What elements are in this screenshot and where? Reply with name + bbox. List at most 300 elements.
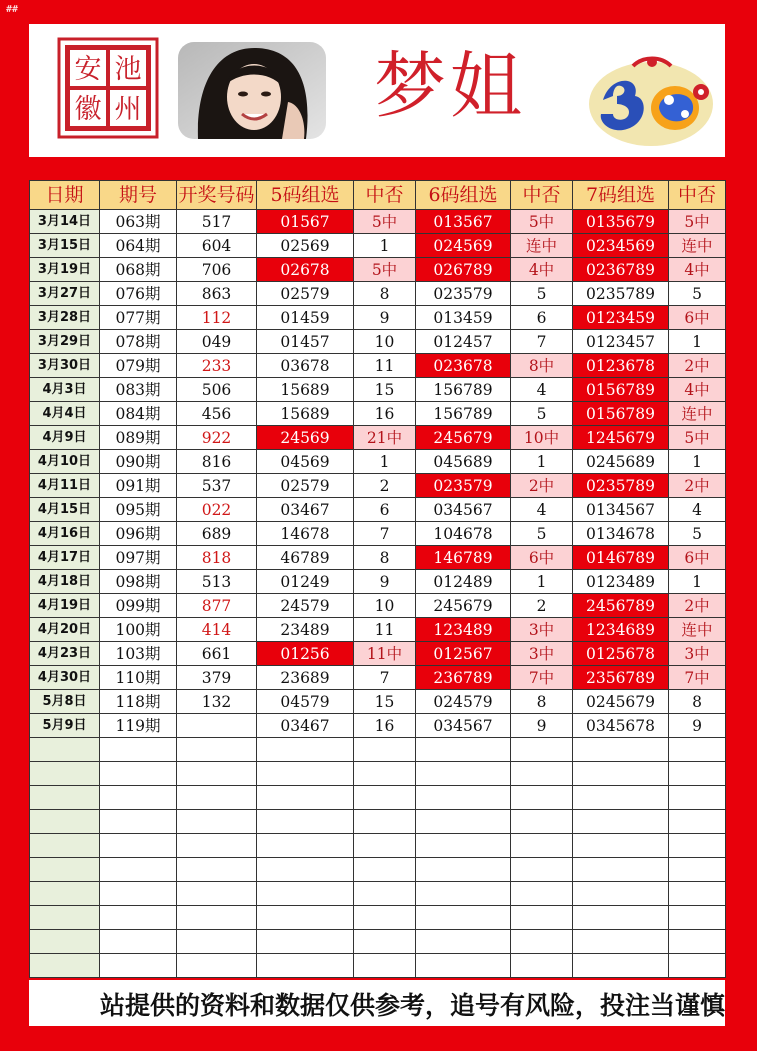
empty-date-cell	[30, 810, 100, 834]
date-cell: 4月15日	[30, 498, 100, 522]
empty-cell	[257, 810, 354, 834]
empty-cell	[416, 882, 511, 906]
empty-cell	[354, 930, 416, 954]
brand-title: 梦姐	[374, 44, 527, 128]
table-row	[30, 690, 726, 714]
result7-cell: 6中	[669, 546, 726, 570]
pick6-cell: 034567	[416, 714, 511, 738]
empty-cell	[573, 738, 669, 762]
header-banner	[29, 24, 725, 157]
seal-char: 安	[74, 54, 102, 85]
result7-cell: 1	[669, 570, 726, 594]
empty-cell	[177, 834, 257, 858]
pick6-cell: 146789	[416, 546, 511, 570]
empty-date-cell	[30, 930, 100, 954]
empty-cell	[354, 786, 416, 810]
table-row	[30, 546, 726, 570]
draw-number-cell: 506	[177, 378, 257, 402]
date-cell: 4月9日	[30, 426, 100, 450]
result6-cell: 6中	[511, 546, 573, 570]
empty-cell	[100, 762, 177, 786]
empty-cell	[100, 810, 177, 834]
date-cell: 4月10日	[30, 450, 100, 474]
table-row	[30, 642, 726, 666]
draw-number-cell: 706	[177, 258, 257, 282]
table-row	[30, 618, 726, 642]
result6-cell: 1	[511, 570, 573, 594]
empty-cell	[416, 762, 511, 786]
result5-cell: 8	[354, 546, 416, 570]
pick6-cell: 013459	[416, 306, 511, 330]
period-cell: 063期	[100, 210, 177, 234]
footer-banner	[29, 980, 725, 1026]
empty-cell	[573, 906, 669, 930]
empty-cell	[416, 834, 511, 858]
result7-cell: 连中	[669, 234, 726, 258]
pick7-cell: 0236789	[573, 258, 669, 282]
pick6-cell: 023678	[416, 354, 511, 378]
date-cell: 4月19日	[30, 594, 100, 618]
empty-row	[30, 810, 726, 834]
empty-cell	[669, 786, 726, 810]
pick6-cell: 045689	[416, 450, 511, 474]
empty-cell	[573, 834, 669, 858]
pick5-cell: 04579	[257, 690, 354, 714]
result6-cell: 8中	[511, 354, 573, 378]
date-cell: 5月8日	[30, 690, 100, 714]
empty-row	[30, 906, 726, 930]
period-cell: 119期	[100, 714, 177, 738]
empty-cell	[177, 762, 257, 786]
draw-number-cell: 863	[177, 282, 257, 306]
pick5-cell: 04569	[257, 450, 354, 474]
empty-cell	[100, 906, 177, 930]
table-row	[30, 570, 726, 594]
pick7-cell: 1234689	[573, 618, 669, 642]
empty-date-cell	[30, 858, 100, 882]
empty-date-cell	[30, 906, 100, 930]
pick6-cell: 012567	[416, 642, 511, 666]
table-row	[30, 666, 726, 690]
pick5-cell: 15689	[257, 378, 354, 402]
result6-cell: 9	[511, 714, 573, 738]
pick6-cell: 012489	[416, 570, 511, 594]
result5-cell: 11	[354, 354, 416, 378]
pick7-cell: 0146789	[573, 546, 669, 570]
draw-number-cell: 049	[177, 330, 257, 354]
empty-cell	[573, 858, 669, 882]
result5-cell: 1	[354, 450, 416, 474]
result6-cell: 8	[511, 690, 573, 714]
empty-cell	[511, 930, 573, 954]
empty-cell	[100, 738, 177, 762]
pick7-cell: 0125678	[573, 642, 669, 666]
date-cell: 3月30日	[30, 354, 100, 378]
pick5-cell: 01567	[257, 210, 354, 234]
empty-cell	[416, 930, 511, 954]
pick6-cell: 013567	[416, 210, 511, 234]
result5-cell: 11	[354, 618, 416, 642]
empty-cell	[257, 786, 354, 810]
col-header-pick7: 7码组选	[573, 181, 669, 210]
empty-date-cell	[30, 834, 100, 858]
period-cell: 064期	[100, 234, 177, 258]
result7-cell: 5中	[669, 426, 726, 450]
pick5-cell: 24569	[257, 426, 354, 450]
corner-mark: ##	[6, 4, 19, 15]
empty-cell	[669, 858, 726, 882]
pick5-cell: 03467	[257, 714, 354, 738]
pick6-cell: 123489	[416, 618, 511, 642]
empty-cell	[100, 858, 177, 882]
table-body	[30, 210, 726, 978]
pick7-cell: 0123489	[573, 570, 669, 594]
pick6-cell: 245679	[416, 426, 511, 450]
pick7-cell: 0235789	[573, 282, 669, 306]
empty-date-cell	[30, 882, 100, 906]
empty-cell	[257, 834, 354, 858]
pick7-cell: 0123678	[573, 354, 669, 378]
table-row	[30, 594, 726, 618]
draw-number-cell: 233	[177, 354, 257, 378]
empty-cell	[257, 762, 354, 786]
pick6-cell: 236789	[416, 666, 511, 690]
period-cell: 091期	[100, 474, 177, 498]
draw-number-cell: 816	[177, 450, 257, 474]
pick7-cell: 0156789	[573, 402, 669, 426]
empty-row	[30, 882, 726, 906]
date-cell: 4月11日	[30, 474, 100, 498]
empty-cell	[573, 954, 669, 978]
pick5-cell: 01256	[257, 642, 354, 666]
pick6-cell: 156789	[416, 402, 511, 426]
pick7-cell: 2356789	[573, 666, 669, 690]
empty-cell	[573, 930, 669, 954]
date-cell: 3月19日	[30, 258, 100, 282]
table-row	[30, 378, 726, 402]
result5-cell: 15	[354, 690, 416, 714]
pick5-cell: 02678	[257, 258, 354, 282]
empty-cell	[177, 954, 257, 978]
empty-cell	[511, 906, 573, 930]
empty-cell	[669, 954, 726, 978]
date-cell: 4月18日	[30, 570, 100, 594]
draw-number-cell: 022	[177, 498, 257, 522]
result6-cell: 4	[511, 498, 573, 522]
empty-cell	[354, 858, 416, 882]
empty-cell	[669, 810, 726, 834]
empty-cell	[669, 762, 726, 786]
result7-cell: 1	[669, 450, 726, 474]
result6-cell: 5	[511, 522, 573, 546]
empty-row	[30, 834, 726, 858]
empty-cell	[511, 858, 573, 882]
result5-cell: 7	[354, 522, 416, 546]
period-cell: 068期	[100, 258, 177, 282]
empty-cell	[354, 738, 416, 762]
empty-cell	[177, 930, 257, 954]
empty-date-cell	[30, 786, 100, 810]
period-cell: 100期	[100, 618, 177, 642]
pick7-cell: 1245679	[573, 426, 669, 450]
result6-cell: 5	[511, 402, 573, 426]
empty-cell	[100, 834, 177, 858]
result7-cell: 7中	[669, 666, 726, 690]
result7-cell: 6中	[669, 306, 726, 330]
empty-cell	[511, 762, 573, 786]
result7-cell: 5	[669, 522, 726, 546]
period-cell: 099期	[100, 594, 177, 618]
empty-cell	[669, 738, 726, 762]
col-header-draw: 开奖号码	[177, 181, 257, 210]
result5-cell: 1	[354, 234, 416, 258]
pick5-cell: 02579	[257, 474, 354, 498]
empty-row	[30, 762, 726, 786]
date-cell: 4月3日	[30, 378, 100, 402]
draw-number-cell: 112	[177, 306, 257, 330]
date-cell: 3月15日	[30, 234, 100, 258]
date-cell: 4月30日	[30, 666, 100, 690]
table-row	[30, 426, 726, 450]
result5-cell: 9	[354, 570, 416, 594]
pick6-cell: 012457	[416, 330, 511, 354]
pick5-cell: 01457	[257, 330, 354, 354]
pick6-cell: 023579	[416, 474, 511, 498]
result6-cell: 1	[511, 450, 573, 474]
table-row	[30, 354, 726, 378]
period-cell: 096期	[100, 522, 177, 546]
period-cell: 089期	[100, 426, 177, 450]
result7-cell: 8	[669, 690, 726, 714]
draw-number-cell: 661	[177, 642, 257, 666]
draw-number-cell: 513	[177, 570, 257, 594]
empty-cell	[177, 882, 257, 906]
seal-logo	[56, 36, 160, 140]
pick7-cell: 0345678	[573, 714, 669, 738]
empty-cell	[177, 738, 257, 762]
pick7-cell: 0123459	[573, 306, 669, 330]
result5-cell: 7	[354, 666, 416, 690]
pick7-cell: 0135679	[573, 210, 669, 234]
date-cell: 4月23日	[30, 642, 100, 666]
draw-number-cell: 132	[177, 690, 257, 714]
table-row	[30, 210, 726, 234]
period-cell: 097期	[100, 546, 177, 570]
empty-cell	[511, 834, 573, 858]
empty-cell	[354, 906, 416, 930]
result6-cell: 3中	[511, 642, 573, 666]
result7-cell: 2中	[669, 354, 726, 378]
empty-cell	[257, 906, 354, 930]
result6-cell: 4中	[511, 258, 573, 282]
profile-photo	[178, 42, 326, 139]
empty-cell	[354, 882, 416, 906]
empty-cell	[669, 834, 726, 858]
draw-number-cell: 379	[177, 666, 257, 690]
period-cell: 077期	[100, 306, 177, 330]
seal-char: 池	[114, 54, 142, 85]
empty-row	[30, 858, 726, 882]
draw-number-cell: 689	[177, 522, 257, 546]
col-header-period: 期号	[100, 181, 177, 210]
empty-date-cell	[30, 738, 100, 762]
table-row	[30, 474, 726, 498]
empty-cell	[511, 954, 573, 978]
result7-cell: 4	[669, 498, 726, 522]
empty-cell	[511, 786, 573, 810]
draw-number-cell: 922	[177, 426, 257, 450]
date-cell: 4月4日	[30, 402, 100, 426]
result6-cell: 7	[511, 330, 573, 354]
period-cell: 098期	[100, 570, 177, 594]
pick7-cell: 0234569	[573, 234, 669, 258]
seal-char: 州	[114, 94, 142, 125]
pick7-cell: 2456789	[573, 594, 669, 618]
empty-row	[30, 786, 726, 810]
pick5-cell: 03467	[257, 498, 354, 522]
result5-cell: 16	[354, 402, 416, 426]
empty-cell	[669, 906, 726, 930]
draw-number-cell: 414	[177, 618, 257, 642]
result5-cell: 21中	[354, 426, 416, 450]
result5-cell: 10	[354, 330, 416, 354]
pick6-cell: 024569	[416, 234, 511, 258]
empty-cell	[511, 882, 573, 906]
3d-lottery-logo	[583, 52, 718, 150]
empty-row	[30, 738, 726, 762]
empty-cell	[416, 858, 511, 882]
date-cell: 3月27日	[30, 282, 100, 306]
empty-cell	[669, 930, 726, 954]
empty-cell	[573, 810, 669, 834]
pick6-cell: 156789	[416, 378, 511, 402]
pick7-cell: 0245689	[573, 450, 669, 474]
pick6-cell: 023579	[416, 282, 511, 306]
disclaimer-text: 站提供的资料和数据仅供参考，追号有风险，投注当谨慎	[99, 991, 725, 1020]
empty-cell	[511, 738, 573, 762]
col-header-date: 日期	[30, 181, 100, 210]
empty-cell	[177, 858, 257, 882]
pick6-cell: 104678	[416, 522, 511, 546]
pick6-cell: 024579	[416, 690, 511, 714]
empty-cell	[100, 786, 177, 810]
result5-cell: 6	[354, 498, 416, 522]
draw-number-cell	[177, 714, 257, 738]
pick5-cell: 23489	[257, 618, 354, 642]
draw-number-cell: 456	[177, 402, 257, 426]
result5-cell: 5中	[354, 210, 416, 234]
col-header-pick5: 5码组选	[257, 181, 354, 210]
result7-cell: 连中	[669, 402, 726, 426]
date-cell: 4月17日	[30, 546, 100, 570]
empty-cell	[354, 954, 416, 978]
table-row	[30, 522, 726, 546]
pick7-cell: 0235789	[573, 474, 669, 498]
result6-cell: 2	[511, 594, 573, 618]
empty-cell	[177, 786, 257, 810]
draw-table	[29, 180, 726, 978]
period-cell: 083期	[100, 378, 177, 402]
draw-number-cell: 537	[177, 474, 257, 498]
empty-cell	[177, 810, 257, 834]
empty-row	[30, 954, 726, 978]
result5-cell: 15	[354, 378, 416, 402]
empty-cell	[257, 738, 354, 762]
period-cell: 078期	[100, 330, 177, 354]
table-header-row	[30, 181, 726, 210]
col-header-result5: 中否	[354, 181, 416, 210]
empty-cell	[416, 786, 511, 810]
empty-cell	[354, 762, 416, 786]
pick6-cell: 034567	[416, 498, 511, 522]
date-cell: 3月29日	[30, 330, 100, 354]
result7-cell: 4中	[669, 258, 726, 282]
result6-cell: 5中	[511, 210, 573, 234]
empty-date-cell	[30, 954, 100, 978]
date-cell: 3月28日	[30, 306, 100, 330]
empty-cell	[669, 882, 726, 906]
pick5-cell: 02569	[257, 234, 354, 258]
pick7-cell: 0134678	[573, 522, 669, 546]
period-cell: 095期	[100, 498, 177, 522]
col-header-result7: 中否	[669, 181, 726, 210]
empty-cell	[354, 810, 416, 834]
result5-cell: 8	[354, 282, 416, 306]
pick5-cell: 23689	[257, 666, 354, 690]
table-row	[30, 306, 726, 330]
result5-cell: 2	[354, 474, 416, 498]
period-cell: 118期	[100, 690, 177, 714]
empty-cell	[100, 954, 177, 978]
empty-cell	[177, 906, 257, 930]
result6-cell: 连中	[511, 234, 573, 258]
pick7-cell: 0156789	[573, 378, 669, 402]
pick5-cell: 01459	[257, 306, 354, 330]
period-cell: 076期	[100, 282, 177, 306]
result7-cell: 4中	[669, 378, 726, 402]
empty-cell	[257, 882, 354, 906]
draw-number-cell: 604	[177, 234, 257, 258]
result7-cell: 连中	[669, 618, 726, 642]
result5-cell: 9	[354, 306, 416, 330]
date-cell: 3月14日	[30, 210, 100, 234]
draw-number-cell: 818	[177, 546, 257, 570]
table-row	[30, 258, 726, 282]
table-row	[30, 282, 726, 306]
pick5-cell: 14678	[257, 522, 354, 546]
period-cell: 079期	[100, 354, 177, 378]
empty-cell	[257, 954, 354, 978]
result6-cell: 2中	[511, 474, 573, 498]
result6-cell: 7中	[511, 666, 573, 690]
table-row	[30, 330, 726, 354]
empty-cell	[416, 906, 511, 930]
result6-cell: 5	[511, 282, 573, 306]
empty-cell	[573, 762, 669, 786]
empty-cell	[416, 810, 511, 834]
result5-cell: 11中	[354, 642, 416, 666]
table-row	[30, 402, 726, 426]
empty-cell	[511, 810, 573, 834]
pick5-cell: 02579	[257, 282, 354, 306]
seal-char: 徽	[74, 94, 102, 125]
date-cell: 4月20日	[30, 618, 100, 642]
pick7-cell: 0245679	[573, 690, 669, 714]
table-row	[30, 498, 726, 522]
empty-date-cell	[30, 762, 100, 786]
result6-cell: 10中	[511, 426, 573, 450]
result7-cell: 2中	[669, 594, 726, 618]
